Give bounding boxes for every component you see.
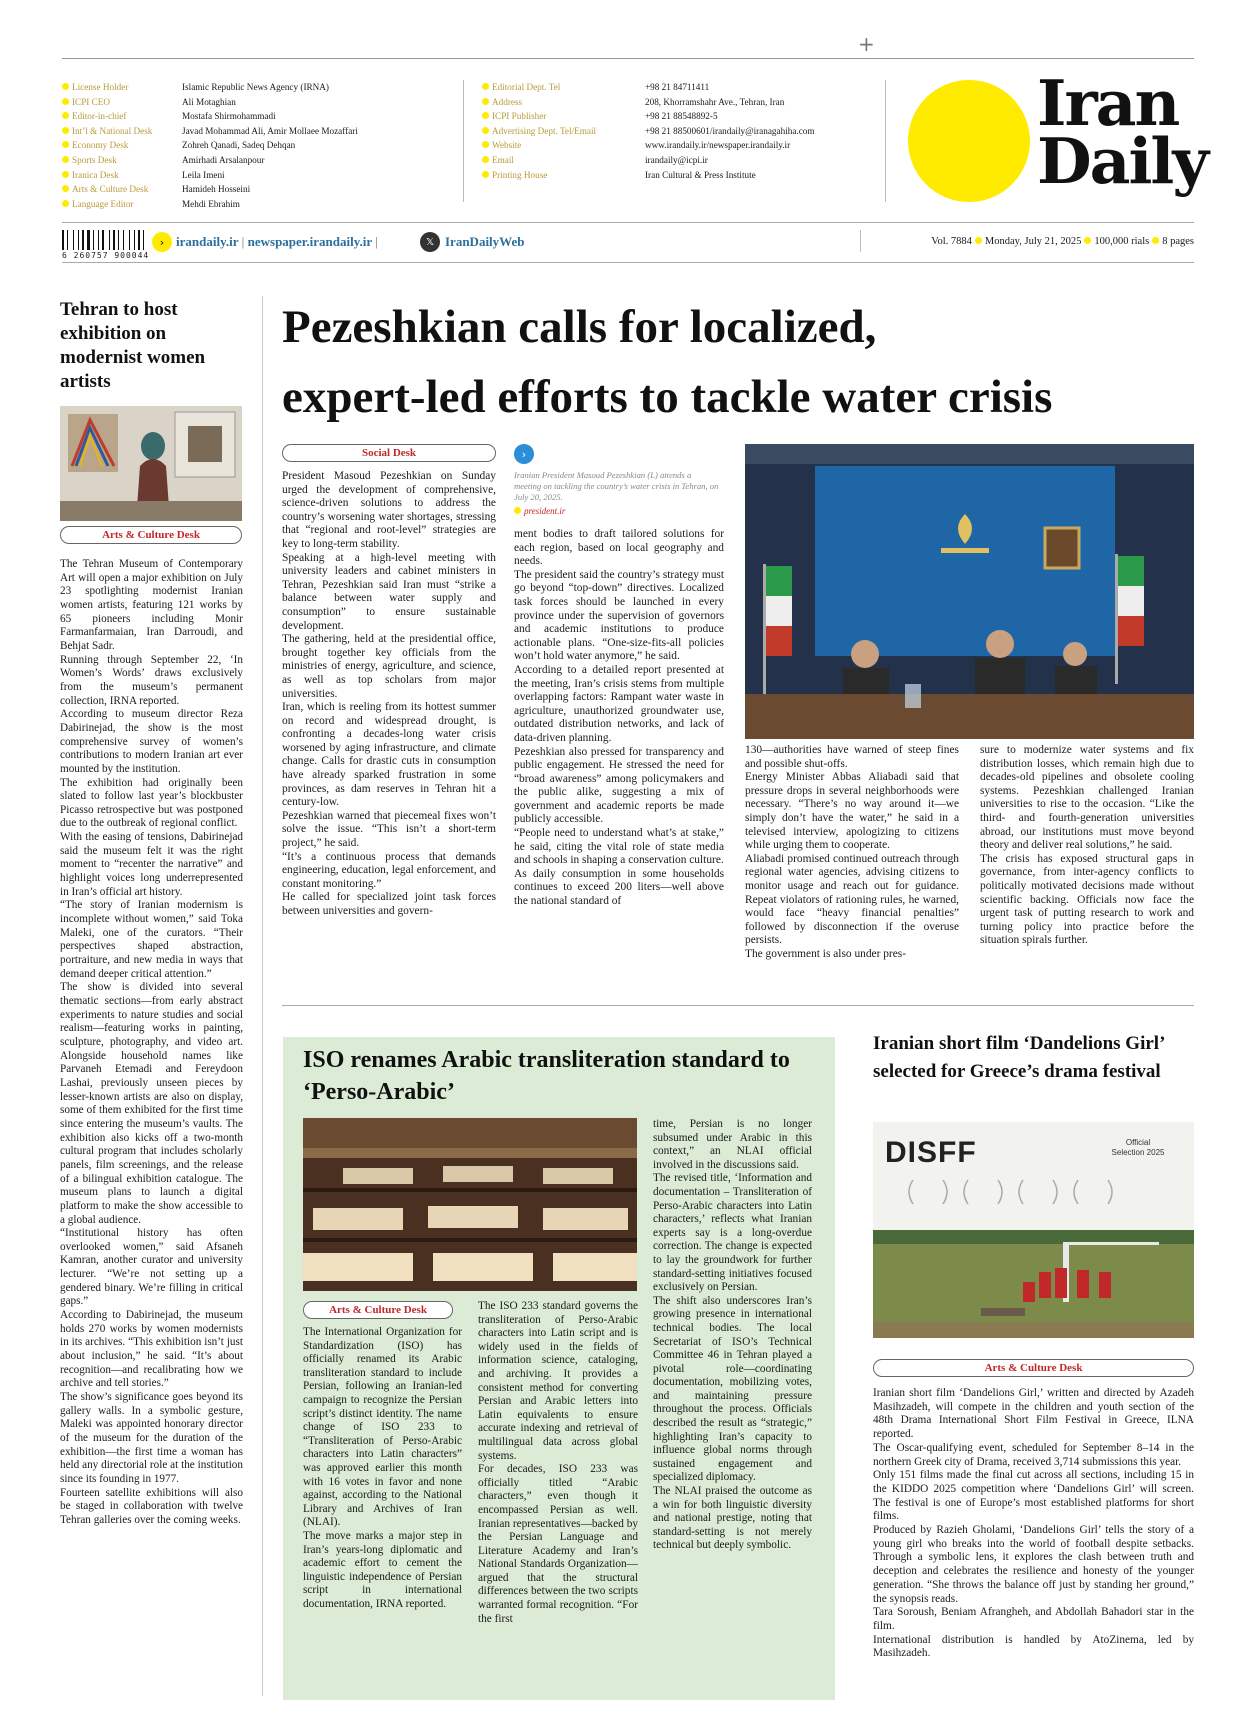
paragraph: The gathering, held at the presidential office, brought together key officials from the ministries of energy, agriculture, and science, as well as top scholars from major universities.	[282, 633, 496, 700]
film-poster	[873, 1122, 1194, 1338]
infobar-divider	[860, 230, 861, 252]
barcode-bar	[69, 230, 72, 250]
paragraph: According to a detailed report presented at the meeting, Iran’s crisis stems from multiple overlapping factors: Rampant water waste in agriculture, unauthorized groundwater use, outdated distribution networks, and lack of data-driven planning.	[514, 663, 724, 744]
masthead-row	[482, 109, 815, 124]
registration-mark: +	[858, 32, 875, 56]
site-link-irandaily[interactable]: irandaily.ir	[176, 234, 239, 249]
x-icon: 𝕏	[420, 232, 440, 252]
masthead-row	[482, 124, 815, 139]
barcode-bar	[118, 230, 119, 250]
masthead-value: Mostafa Shirmohammadi	[182, 111, 276, 122]
paragraph: The crisis has exposed structural gaps in governance, from inter-agency conflicts to politically motivated decisions made without scientific backing. Officials now face the urgent task of putting research to work and turning policy into practice before the situation spirals further.	[980, 852, 1194, 947]
paragraph: “People need to understand what’s at stake,” he said, citing the vital role of state media and schools in shaping a conservation culture.	[514, 827, 724, 867]
masthead-value: Ali Motaghian	[182, 96, 236, 107]
lead-body-col4	[980, 744, 1194, 984]
iso-body-col2	[478, 1300, 638, 1688]
section-rule	[282, 1005, 1194, 1006]
paragraph: time, Persian is no longer subsumed under Arabic in this context,” an NLAI official involved in the discussions said.	[653, 1118, 812, 1171]
lead-desk-label: Social Desk	[282, 444, 496, 462]
masthead-label: Economy Desk	[62, 138, 182, 153]
masthead-divider	[885, 80, 886, 202]
paragraph: Speaking at a high-level meeting with university leaders and cabinet ministers in Tehran, Pezeshkian said Iran must “strike a balance between water supply and consumption” to ensure sustainable development.	[282, 551, 496, 632]
lead-headline: Pezeshkian calls for localized, expert-led efforts to tackle water crisis	[282, 301, 1053, 423]
masthead-label: Int’l & National Desk	[62, 124, 182, 139]
masthead-label: License Holder	[62, 80, 182, 95]
masthead-row	[62, 153, 358, 168]
paragraph: “It’s a continuous process that demands engineering, education, legal enforcement, and constant monitoring.”	[282, 850, 496, 890]
masthead-value: Leila Imeni	[182, 169, 225, 180]
masthead-value: Hamideh Hosseini	[182, 184, 251, 195]
paragraph: The NLAI praised the outcome as a win for both linguistic diversity and national prestige, noting that standard-setting is not merely technical but deeply symbolic.	[653, 1485, 812, 1552]
paragraph: Running through September 22, ‘In Women’s Words’ draws exclusively from the museum’s permanent collection, IRNA reported.	[60, 653, 243, 707]
iso-body-col3	[653, 1118, 812, 1690]
barcode-bar	[102, 230, 104, 250]
paragraph: The Oscar-qualifying event, scheduled for September 8–14 in the northern Greek city of Drama, received 3,714 submissions this year.	[873, 1441, 1194, 1468]
film-headline: Iranian short film ‘Dandelions Girl’ selected for Greece’s drama festival	[873, 1033, 1164, 1082]
paragraph: “The story of Iranian modernism is incomplete without women,” said Toka Maleki, one of the curators. “Their perspectives shaped abstraction, portraiture, and new media in ways that demand deeper critical attention.”	[60, 899, 243, 980]
paragraph: Iranian short film ‘Dandelions Girl,’ written and directed by Azadeh Masihzadeh, will compete in the children and youth section of the 48th Drama International Short Film Festival in Greece, ILNA reported.	[873, 1387, 1194, 1441]
meeting-photo	[745, 444, 1194, 739]
barcode-bar	[75, 230, 77, 250]
paragraph: The ISO 233 standard governs the transliteration of Perso-Arabic characters into Latin script and is widely used in the fields of information science, cataloging, and archiving. It provides a consistent method for converting Persian and Arabic letters into Latin equivalents to ensure accurate indexing and retrieval of multilingual data across global systems.	[478, 1300, 638, 1462]
paragraph: The move marks a major step in Iran’s years-long diplomatic and academic effort to cement the linguistic independence of Persian script in international documentation, IRNA reported.	[303, 1529, 462, 1610]
barcode-bar	[143, 230, 144, 250]
masthead-value: irandaily@icpi.ir	[645, 154, 708, 165]
paragraph: Pezeshkian warned that piecemeal fixes won’t solve the issue. “This isn’t a short-term project,” he said.	[282, 809, 496, 850]
paragraph: According to museum director Reza Dabirinejad, the show is the most comprehensive survey of women’s contributions to modern Iranian art ever mounted by the institution.	[60, 708, 243, 775]
barcode-bar	[91, 230, 92, 250]
masthead-label: Email	[482, 153, 645, 168]
masthead-label: Printing House	[482, 168, 645, 183]
barcode-bar	[95, 230, 97, 250]
paragraph: The show’s significance goes beyond its gallery walls. In a symbolic gesture, Maleki was appointed honorary director of the museum for the duration of the exhibition—the first time a woman has held any directorial role at the institution since its founding in 1977.	[60, 1391, 243, 1485]
library-photo	[303, 1118, 637, 1291]
paragraph: The exhibition had originally been slated to follow last year’s blockbuster Picasso retrospective but was postponed due to the outbreak of regional conflict.	[60, 776, 243, 830]
paragraph: As daily consumption in some households continues to exceed 200 liters—well above the national standard of	[514, 867, 724, 908]
paragraph: He called for specialized joint task forces between universities and govern-	[282, 891, 496, 917]
barcode-bar	[65, 230, 66, 250]
barcode-bar	[120, 230, 122, 250]
masthead-value: Iran Cultural & Press Institute	[645, 169, 756, 180]
lead-body-col1	[282, 470, 496, 980]
left-story-headline: Tehran to host exhibition on modernist women artists	[60, 299, 206, 392]
masthead-label: ICPI CEO	[62, 95, 182, 110]
barcode-bar	[73, 230, 74, 250]
paragraph: sure to modernize water systems and fix distribution losses, which remain high due to decades-old pipelines and obsolete cooling systems. Pezeshkian challenged Iranian universities to rise to the occasion. “Like the third- and fourth-generation universities abroad, our institutions must move beyond theory and deliver real solutions,” he said.	[980, 744, 1194, 852]
masthead-staff	[62, 80, 358, 211]
site-links[interactable]: irandaily.ir | newspaper.irandaily.ir |	[176, 234, 378, 249]
barcode-bar	[141, 230, 142, 250]
masthead-row	[482, 168, 815, 183]
barcode-bar	[125, 230, 128, 250]
paragraph: The shift also underscores Iran’s growing presence in international technical bodies. The local Secretariat of ISO’s Technical Committee 46 in Tehran played a pivotal role—coordinating documentation, mobilizing votes, and maintaining pressure throughout the process. Officials described the result as “strategic,” highlighting Iran’s capacity to influence global norms through sustained engagement and specialized diplomacy.	[653, 1294, 812, 1484]
paragraph: The Tehran Museum of Contemporary Art will open a major exhibition on July 23 spotlighting modernist Iranian women artists, featuring 121 works by 65 pioneers including Monir Farmanfarmaian, Iran Darroudi, and Behjat Sadr.	[60, 558, 243, 652]
x-handle[interactable]: IranDailyWeb	[445, 234, 525, 249]
paragraph: Produced by Razieh Gholami, ‘Dandelions Girl’ tells the story of a young girl who breaks into the world of football despite setbacks. Through a symbolic lens, it explores the clash between truth and deception and celebrates the resilience and honesty of the younger generation. “She throws the balance off just by standing her ground,” the synopsis reads.	[873, 1524, 1194, 1605]
paragraph: ment bodies to draft tailored solutions for each region, based on local geography and needs.	[514, 528, 724, 568]
photo-caption: Iranian President Masoud Pezeshkian (L) attends a meeting on tackling the country’s water crisis in Tehran, on July 20, 2025.	[514, 470, 719, 502]
masthead-value: +98 21 84711411	[645, 82, 710, 92]
paragraph: Aliabadi promised continued outreach through regional water agencies, advising citizens to monitor usage and reach out for guidance. Repeat violators of rationing rules, he warned, would face “heavy financial penalties” followed by disconnection if the overuse persists.	[745, 852, 959, 947]
barcode-bar	[129, 230, 130, 250]
exhibition-photo	[60, 406, 242, 521]
masthead-row	[62, 109, 358, 124]
paragraph: The government is also under pres-	[745, 947, 907, 960]
barcode-bar	[131, 230, 133, 250]
logo-sun-icon	[908, 80, 1030, 202]
infobar-rule-top	[62, 222, 1194, 223]
masthead-value: Amirhadi Arsalanpour	[182, 154, 265, 165]
barcode-bar	[93, 230, 94, 250]
masthead-row	[62, 168, 358, 183]
paragraph: According to Dabirinejad, the museum holds 270 works by women modernists in its archives. “This exhibition isn’t just about inclusion,” he said. “It’s about recognition—and recalibrating how we archive and tell stories.”	[60, 1309, 243, 1390]
paragraph: Tara Soroush, Beniam Afrangheh, and Abdollah Bahadori star in the film.	[873, 1606, 1194, 1632]
masthead-row	[482, 95, 815, 110]
barcode-bar	[67, 230, 68, 250]
issue-info: Vol. 7884 Monday, July 21, 2025 100,000 rials 8 pages	[931, 236, 1194, 247]
paragraph: With the easing of tensions, Dabirinejad said the museum felt it was the right moment to “recenter the narrative” and highlight voices long underrepresented in Iran’s official art history.	[60, 831, 243, 898]
masthead-value: Javad Mohammad Ali, Amir Mollaee Mozaffari	[182, 125, 358, 136]
masthead-value: Zohreh Qanadi, Sadeq Dehqan	[182, 140, 296, 151]
paragraph: 130—authorities have warned of steep fines and possible shut-offs.	[745, 744, 959, 770]
masthead-row	[62, 80, 358, 95]
paragraph: The show is divided into several thematic sections—from early abstract experiments to nature studies and social realism—featuring works in painting, sculpture, photography, and video art. Alongside household names like Parvaneh Etemadi and Fereydoon Lashai, previously unseen pieces by lesser-known artists are also on display, some of them exhibited for the first time since entering the museum’s vaults. The exhibition also kicks off a two-month cultural program that includes scholarly panels, film screenings, and the release of a bilingual exhibition catalogue. The museum plans to launch a digital platform to make the show accessible to a global audience.	[60, 981, 243, 1226]
masthead-label: Address	[482, 95, 645, 110]
chevron-right-icon: ›	[152, 232, 172, 252]
paragraph: Iran, which is reeling from its hottest summer on record and widespread drought, is confronting a decades-long water crisis worsened by aging infrastructure, and climate change. Calls for drastic cuts in consumption have already sparked frustration in some provinces, as dam reserves in Tehran hit a century-low.	[282, 701, 496, 809]
barcode-bar	[123, 230, 124, 250]
film-desk-label: Arts & Culture Desk	[873, 1359, 1194, 1377]
barcode-number: 6 260757 900044	[62, 251, 150, 260]
paragraph: Pezeshkian also pressed for transparency and public engagement. He stressed the need for “broad awareness” among policymakers and the public alike, suggesting a mix of government and academic reports be made publicly accessible.	[514, 745, 724, 826]
masthead-value: 208, Khorramshahr Ave., Tehran, Iran	[645, 96, 785, 107]
barcode-bar	[98, 230, 99, 250]
left-story-desk-label: Arts & Culture Desk	[60, 526, 242, 544]
poster-festival-logo: DISFF	[885, 1136, 977, 1169]
masthead-label: Language Editor	[62, 197, 182, 212]
masthead-label: Website	[482, 138, 645, 153]
paragraph: The president said the country’s strategy must go beyond “top-down” directives. Localized task forces should be launched in every province under the supervision of governors and academic institutions to produce actionable plans. “One-size-fits-all policies won’t hold water anymore,” he said.	[514, 568, 724, 663]
paragraph: President Masoud Pezeshkian on Sunday urged the development of comprehensive, science-driven solutions to address the country’s worsening water shortages, stressing that “regional and root-level” strategies are key to long-term stability.	[282, 470, 496, 550]
masthead-value: +98 21 88548892-5	[645, 111, 718, 122]
iso-desk-label: Arts & Culture Desk	[303, 1301, 453, 1319]
poster-selection-badge: Official Selection 2025	[1111, 1138, 1165, 1157]
barcode-bar	[138, 230, 140, 250]
logo-wordmark: Iran Daily	[1037, 66, 1207, 198]
iso-body-col1	[303, 1326, 462, 1688]
masthead-value: Mehdi Ebrahim	[182, 198, 240, 209]
paragraph: International distribution is handled by AtoZinema, led by Masihzadeh.	[873, 1633, 1194, 1660]
masthead-row	[482, 138, 815, 153]
masthead-label: Arts & Culture Desk	[62, 182, 182, 197]
masthead-label: Editor-in-chief	[62, 109, 182, 124]
masthead-divider	[463, 80, 464, 202]
barcode-bar	[62, 230, 64, 250]
barcode-bar	[136, 230, 137, 250]
chevron-right-icon: ›	[514, 444, 534, 464]
barcode-bar	[87, 230, 90, 250]
photo-credit: president.ir	[514, 506, 565, 516]
masthead-row	[62, 124, 358, 139]
barcode-bar	[100, 230, 101, 250]
film-body	[873, 1387, 1194, 1689]
barcode-bar	[78, 230, 79, 250]
left-story-body	[60, 558, 243, 1688]
masthead-row	[62, 182, 358, 197]
masthead-label: Advertising Dept. Tel/Email	[482, 124, 645, 139]
masthead-row	[482, 80, 815, 95]
masthead-contacts	[482, 80, 815, 182]
paragraph: The revised title, ‘Information and documentation – Transliteration of Perso-Arabic characters into Latin characters,’ reflects what Iranian experts say is a long-overdue correction. The change is expected to lay the groundwork for further standard-setting initiatives focused exclusively on Persian.	[653, 1172, 812, 1294]
masthead-label: Sports Desk	[62, 153, 182, 168]
barcode-bar	[109, 230, 110, 250]
lead-body-col2	[514, 528, 724, 980]
barcode-bar	[105, 230, 108, 250]
masthead-row	[62, 95, 358, 110]
paragraph: For decades, ISO 233 was officially titled “Arabic characters,” even though it encompassed Persian as well. Iranian representatives—backed by the Persian Language and Literature Academy and Iran’s National Standards Organization—argued that the structural differences between the two scripts warranted formal recognition. “For the first	[478, 1463, 638, 1625]
paragraph: Energy Minister Abbas Aliabadi said that pressure drops in several neighborhoods were necessary. “There’s no way around it—we simply don’t have the water,” he said in a televised interview, apologizing to citizens while urging them to cooperate.	[745, 771, 959, 852]
masthead-row	[482, 153, 815, 168]
paragraph: The International Organization for Standardization (ISO) has officially renamed its Arabic transliteration standard to include Persian, following an Iranian-led campaign to recognize the Persian script’s distinct identity. The name change of ISO 233 to “Transliteration of Perso-Arabic characters into Latin characters” was approved earlier this month with 16 votes in favor and none against, according to the National Library and Archives of Iran (NLAI).	[303, 1326, 462, 1529]
barcode-bar	[111, 230, 112, 250]
barcode-bar	[80, 230, 81, 250]
lead-body-col3	[745, 744, 959, 984]
masthead-value: Islamic Republic News Agency (IRNA)	[182, 82, 329, 92]
barcode-bar	[113, 230, 115, 250]
barcode-bar	[116, 230, 117, 250]
site-link-newspaper[interactable]: newspaper.irandaily.ir	[247, 234, 372, 249]
masthead-label: Editorial Dept. Tel	[482, 80, 645, 95]
iso-headline: ISO renames Arabic transliteration standard to ‘Perso-Arabic’	[303, 1047, 790, 1105]
masthead-row	[62, 197, 358, 212]
masthead-label: ICPI Publisher	[482, 109, 645, 124]
column-divider	[262, 296, 263, 1696]
barcode-bar	[145, 230, 148, 250]
masthead-label: Iranica Desk	[62, 168, 182, 183]
paragraph: Fourteen satellite exhibitions will also be staged in collaboration with twelve Tehran galleries over the coming weeks.	[60, 1486, 243, 1526]
barcode-bar	[82, 230, 84, 250]
paragraph: Only 151 films made the final cut across all sections, including 15 in the KIDDO 2025 competition where ‘Dandelions Girl’ will screen. The festival is one of Europe’s most established platforms for short films.	[873, 1469, 1194, 1523]
masthead-value: +98 21 88500601/irandaily@iranagahiha.com	[645, 125, 815, 136]
masthead-value: www.irandaily.ir/newspaper.irandaily.ir	[645, 140, 791, 151]
barcode-bar	[85, 230, 86, 250]
top-rule	[62, 58, 1194, 59]
barcode-bar	[134, 230, 135, 250]
masthead-row	[62, 138, 358, 153]
paragraph: “Institutional history has often overlooked women,” said Afsaneh Kamran, another curator and university lecturer. “We’re not setting up a gendered binary. We’re filling in critical gaps.”	[60, 1227, 243, 1308]
infobar-rule-bottom	[62, 262, 1194, 263]
